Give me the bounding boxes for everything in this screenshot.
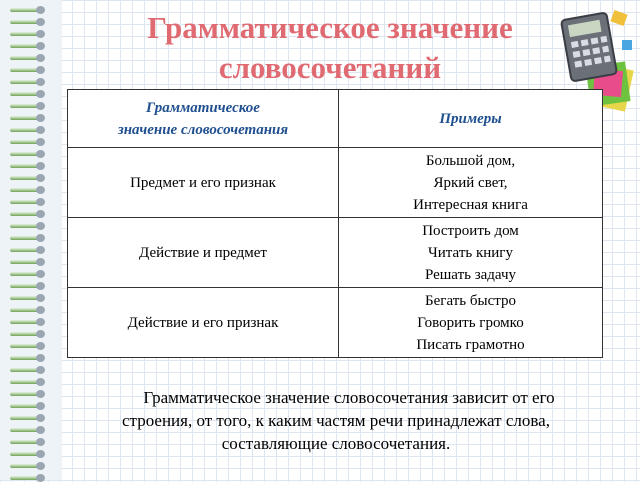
spiral-ring	[2, 18, 48, 26]
spiral-ring	[2, 330, 48, 338]
spiral-ring	[2, 66, 48, 74]
spiral-ring	[2, 222, 48, 230]
example-item: Интересная книга	[413, 196, 528, 213]
spiral-ring	[2, 366, 48, 374]
title-line-2: словосочетаний	[218, 50, 442, 85]
note-line-3: составляющие словосочетания.	[221, 434, 451, 453]
table-row	[68, 218, 603, 288]
spiral-ring	[2, 474, 48, 482]
spiral-ring	[2, 138, 48, 146]
note-line-2: строения, от того, к каким частям речи принадлежат слова,	[122, 411, 550, 430]
spiral-ring	[2, 438, 48, 446]
spiral-ring	[2, 30, 48, 38]
spiral-ring	[2, 318, 48, 326]
spiral-binding-icon	[0, 0, 62, 480]
spiral-ring	[2, 258, 48, 266]
spiral-ring	[2, 54, 48, 62]
table-row	[68, 148, 603, 218]
table-header-row	[68, 90, 603, 148]
explanation-paragraph	[56, 386, 616, 455]
examples-cell	[339, 148, 603, 218]
spiral-ring	[2, 126, 48, 134]
example-item: Читать книгу	[428, 244, 513, 261]
spiral-ring	[2, 174, 48, 182]
spiral-ring	[2, 6, 48, 14]
spiral-ring	[2, 246, 48, 254]
examples-cell	[339, 288, 603, 358]
spiral-ring	[2, 426, 48, 434]
grammar-table	[67, 89, 603, 358]
spiral-ring	[2, 234, 48, 242]
slide-title	[70, 8, 590, 88]
spiral-ring	[2, 150, 48, 158]
spiral-ring	[2, 270, 48, 278]
note-line-1-text: Грамматическое значение словосочетания зависит от его	[143, 388, 555, 407]
examples-cell	[339, 218, 603, 288]
header-examples: Примеры	[339, 90, 603, 148]
table-row	[68, 288, 603, 358]
spiral-ring	[2, 306, 48, 314]
spiral-ring	[2, 378, 48, 386]
spiral-ring	[2, 186, 48, 194]
spiral-ring	[2, 282, 48, 290]
example-item: Писать грамотно	[416, 336, 525, 353]
spiral-ring	[2, 162, 48, 170]
header-meaning-line-2: значение словосочетания	[117, 121, 289, 138]
spiral-ring	[2, 294, 48, 302]
spiral-ring	[2, 90, 48, 98]
note-line-1	[56, 386, 616, 409]
spiral-ring	[2, 414, 48, 422]
spiral-ring	[2, 342, 48, 350]
spiral-ring	[2, 450, 48, 458]
meaning-cell: Действие и предмет	[68, 218, 339, 288]
example-item: Решать задачу	[424, 266, 517, 283]
title-line-1: Грамматическое значение	[147, 10, 513, 45]
example-item: Бегать быстро	[425, 292, 516, 309]
example-item: Говорить громко	[417, 314, 524, 331]
spiral-ring	[2, 390, 48, 398]
header-meaning	[68, 90, 339, 148]
example-item: Большой дом,	[425, 152, 516, 169]
meaning-cell: Предмет и его признак	[68, 148, 339, 218]
header-meaning-line-1: Грамматическое	[146, 99, 260, 116]
spiral-ring	[2, 102, 48, 110]
example-item: Построить дом	[422, 222, 519, 239]
spiral-ring	[2, 78, 48, 86]
spiral-ring	[2, 462, 48, 470]
spiral-ring	[2, 402, 48, 410]
example-item: Яркий свет,	[433, 174, 508, 191]
meaning-cell: Действие и его признак	[68, 288, 339, 358]
spiral-ring	[2, 198, 48, 206]
spiral-ring	[2, 354, 48, 362]
spiral-ring	[2, 210, 48, 218]
spiral-ring	[2, 114, 48, 122]
spiral-ring	[2, 42, 48, 50]
